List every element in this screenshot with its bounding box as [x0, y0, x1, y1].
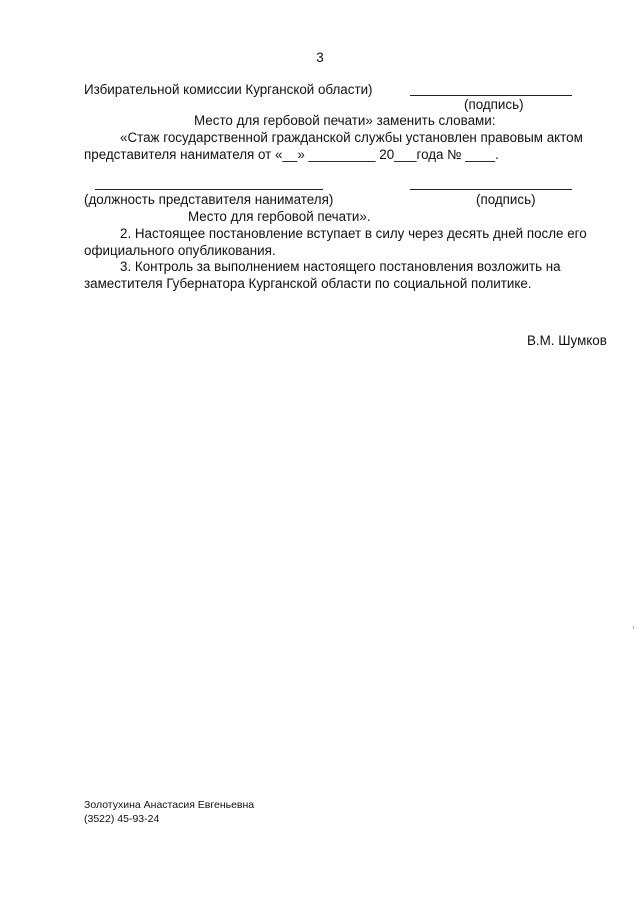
quote-line-2: представителя нанимателя от «__» _________ 20___года № ____. — [84, 147, 499, 162]
signature-caption-2: (подпись) — [476, 192, 536, 207]
item-2-line-2: официального опубликования. — [84, 243, 276, 258]
signature-caption-1: (подпись) — [464, 97, 524, 112]
position-caption: (должность представителя нанимателя) — [84, 192, 334, 207]
executor-name: Золотухина Анастасия Евгеньевна — [84, 799, 255, 811]
item-3-line-1: 3. Контроль за выполнением настоящего постановления возложить на — [120, 259, 561, 274]
stamp-replace-text: Место для гербовой печати» заменить словами: — [194, 113, 496, 128]
position-line — [95, 189, 323, 190]
item-2-line-1: 2. Настоящее постановление вступает в силу через десять дней после его — [120, 226, 587, 241]
executor-phone: (3522) 45-93-24 — [84, 813, 160, 825]
item-3-line-2: заместителя Губернатора Курганской области по социальной политике. — [84, 276, 532, 291]
signature-line-2 — [410, 189, 572, 190]
signatory-name: В.М. Шумков — [527, 333, 607, 348]
quote-line-1: «Стаж государственной гражданской службы установлен правовым актом — [120, 130, 583, 145]
signature-line-1 — [410, 95, 572, 96]
commission-line: Избирательной комиссии Курганской области) — [84, 82, 373, 97]
stamp-place-text: Место для гербовой печати». — [188, 209, 371, 224]
page-number: 3 — [316, 50, 324, 65]
scan-mark — [633, 626, 634, 629]
